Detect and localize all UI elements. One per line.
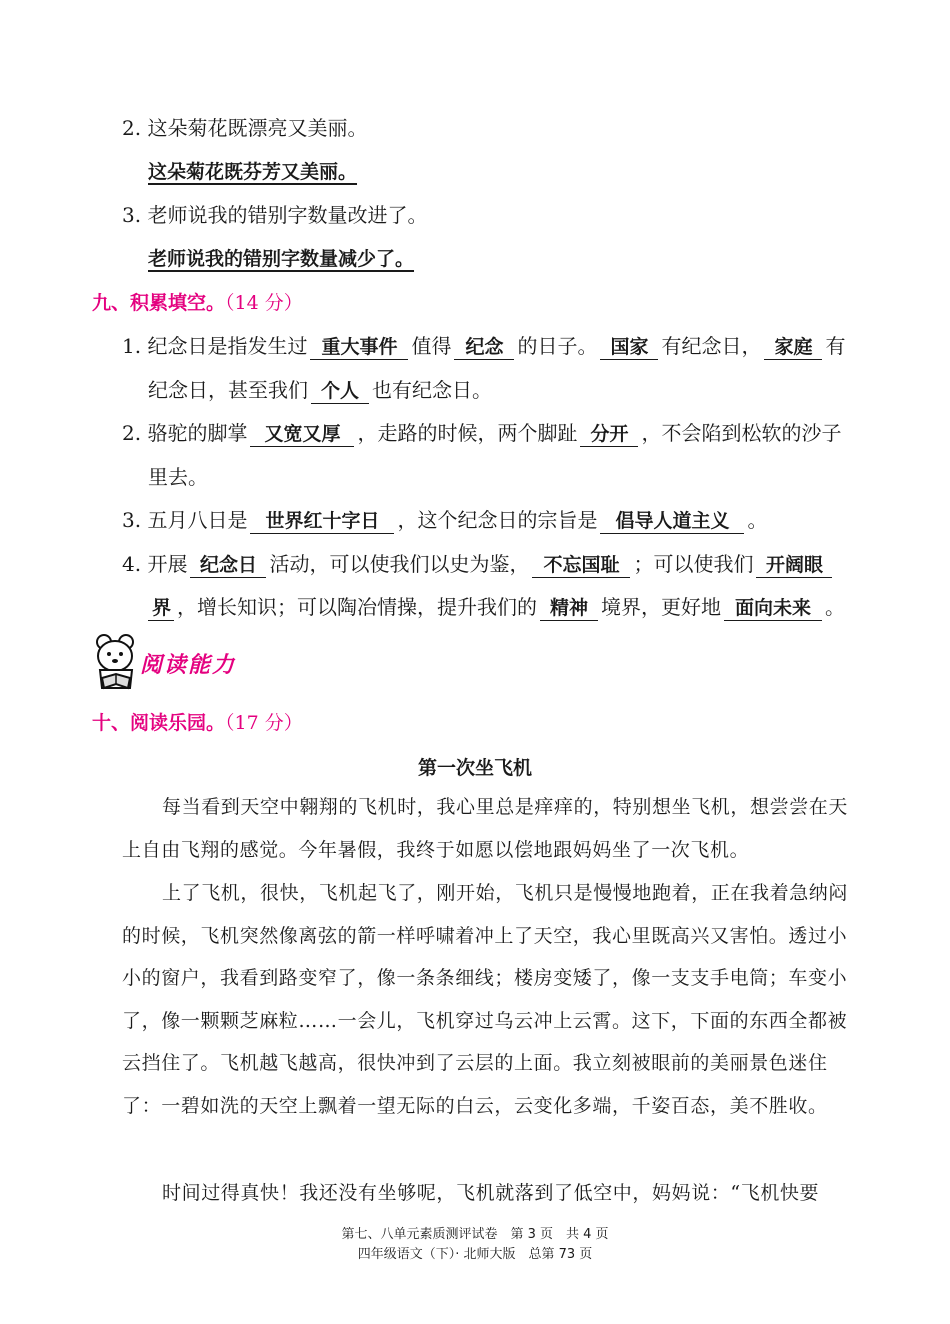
- q4-blank-3b: 界: [148, 596, 174, 621]
- section-9-title: 九、积累填空。: [92, 292, 226, 314]
- passage-paragraph-1: 每当看到天空中翱翔的飞机时，我心里总是痒痒的，特别想坐飞机，想尝尝在天上自由飞翔的感觉。今年暑假，我终于如愿以偿地跟妈妈坐了一次飞机。: [122, 796, 849, 861]
- passage-paragraph-2: 上了飞机，很快，飞机起飞了，刚开始，飞机只是慢慢地跑着，正在我着急纳闷的时候，飞机突然像离弦的箭一样呼啸着冲上了天空，我心里既高兴又害怕。透过小小的窗户，我看到路变窄了，像一条条细线；楼房变矮了，像一支支手电筒；车变小了，像一颗颗芝麻粒……一会儿，飞机穿过乌云冲上云霄。这下，下面的东西全都被云挡住了。飞机越飞越高，很快冲到了云层的上面。我立刻被眼前的美丽景色迷住了：一碧如洗的天空上飘着一望无际的白云，云变化多端，千姿百态，美不胜收。: [122, 882, 849, 1117]
- section-10-score: （17 分）: [225, 712, 303, 734]
- q4-text-1: 4. 开展: [122, 552, 188, 576]
- q1-text-2: 值得: [411, 334, 452, 358]
- q2-blank-2: 分开: [580, 422, 638, 447]
- question-3-text: 3. 老师说我的错别字数量改进了。: [122, 203, 428, 227]
- section-10-heading: [92, 708, 303, 737]
- fill-question-1-line-2: [148, 376, 492, 404]
- fill-question-3: [122, 506, 767, 534]
- reading-ability-title: 阅读能力: [140, 653, 237, 678]
- section-9-score: （14 分）: [225, 292, 303, 314]
- reading-ability-banner: [92, 632, 332, 692]
- footer-line-1: 第七、八单元素质测评试卷 第 3 页 共 4 页: [341, 1227, 609, 1242]
- q4-blank-1: 纪念日: [190, 553, 266, 578]
- footer-line-2: 四年级语文（下）· 北师大版 总第 73 页: [357, 1247, 593, 1262]
- q1-blank-4: 家庭: [764, 335, 822, 360]
- q4-text-5: 境界，更好地: [601, 595, 721, 619]
- q4-text-6: 。: [825, 595, 845, 619]
- q4-text-4: ，增长知识；可以陶冶情操，提升我们的: [177, 595, 537, 619]
- q1-text-6: 纪念日，甚至我们: [148, 378, 308, 402]
- q2-blank-1: 又宽又厚: [250, 422, 354, 447]
- answer-2-text: 这朵菊花既芬芳又美丽。: [148, 161, 358, 183]
- fill-question-4-line-1: [122, 550, 835, 578]
- q1-text-1: 1. 纪念日是指发生过: [122, 334, 308, 358]
- passage-paragraph-3: 时间过得真快！我还没有坐够呢，飞机就落到了低空中，妈妈说：“飞机快要: [162, 1182, 820, 1204]
- q4-blank-2: 不忘国耻: [532, 553, 630, 578]
- q1-blank-5: 个人: [311, 379, 369, 404]
- section-9-heading: [92, 288, 303, 317]
- q1-text-4: 有纪念日，: [661, 334, 762, 358]
- passage-title: 第一次坐飞机: [417, 757, 532, 779]
- section-10-title: 十、阅读乐园。: [92, 712, 226, 734]
- q3-text-2: ，这个纪念日的宗旨是: [397, 508, 598, 532]
- q1-blank-3: 国家: [600, 335, 658, 360]
- fill-question-2-line-1: [122, 419, 841, 447]
- question-2-text: 2. 这朵菊花既漂亮又美丽。: [122, 116, 368, 140]
- q2-text-1: 2. 骆驼的脚掌: [122, 421, 248, 445]
- q1-blank-2: 纪念: [454, 335, 514, 360]
- q2-text-3: ，不会陷到松软的沙子: [641, 421, 842, 445]
- q1-text-3: 的日子。: [517, 334, 598, 358]
- fill-question-4-line-2: [148, 593, 845, 621]
- bear-reading-icon: [92, 632, 140, 692]
- q3-blank-1: 世界红十字日: [250, 509, 394, 534]
- q1-text-7: 也有纪念日。: [372, 378, 492, 402]
- answer-3-text: 老师说我的错别字数量减少了。: [148, 248, 415, 270]
- q3-text-3: 。: [747, 508, 768, 532]
- q4-blank-5: 面向未来: [724, 596, 822, 621]
- q3-text-1: 3. 五月八日是: [122, 508, 248, 532]
- q4-blank-4: 精神: [540, 596, 598, 621]
- q2-text-2: ，走路的时候，两个脚趾: [357, 421, 578, 445]
- q1-text-5: 有: [825, 334, 846, 358]
- q1-blank-1: 重大事件: [310, 335, 408, 360]
- q4-blank-3a: 开阔眼: [756, 553, 832, 578]
- q3-blank-2: 倡导人道主义: [600, 509, 744, 534]
- q4-text-3: ；可以使我们: [633, 552, 754, 576]
- fill-question-1-line-1: [122, 332, 845, 360]
- q4-text-2: 活动，可以使我们以史为鉴，: [269, 552, 530, 576]
- fill-question-2-line-2: 里去。: [148, 465, 208, 489]
